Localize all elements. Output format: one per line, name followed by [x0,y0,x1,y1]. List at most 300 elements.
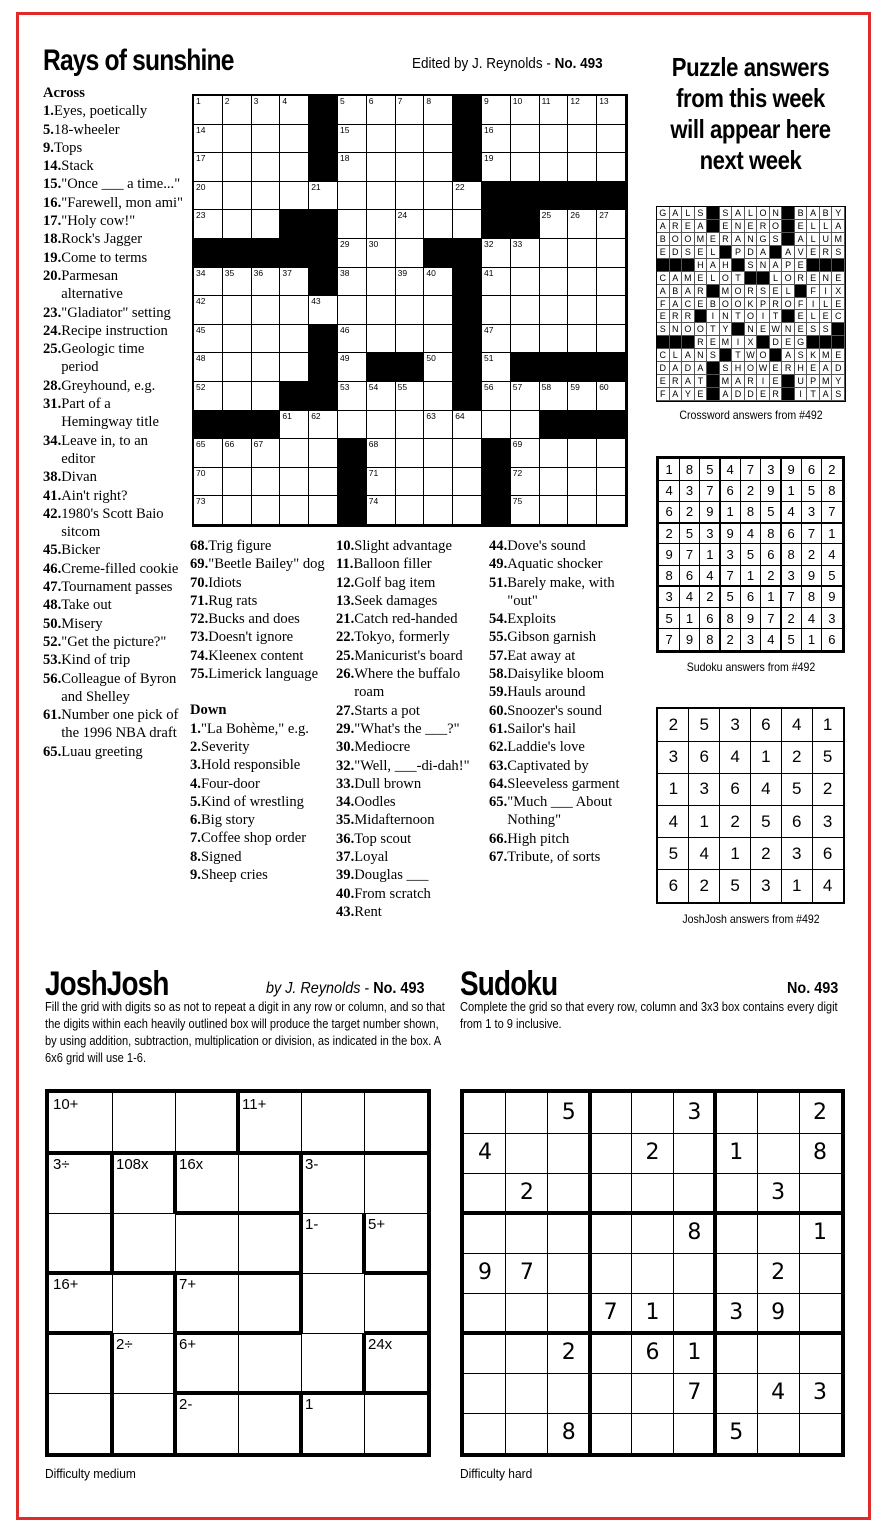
crossword-cell[interactable] [568,325,597,354]
crossword-cell[interactable] [568,496,597,525]
crossword-cell[interactable] [511,125,540,154]
crossword-cell[interactable] [252,439,281,468]
black-square [309,125,338,154]
crossword-cell[interactable] [194,125,223,154]
answer-digit: 7 [746,462,755,477]
answer-digit: 9 [685,631,694,647]
answer-letter: A [820,388,833,401]
cage-border [175,1331,301,1335]
crossword-cell[interactable] [396,210,425,239]
crossword-cell[interactable] [194,325,223,354]
crossword-cell[interactable] [223,296,252,325]
crossword-cell[interactable] [338,96,367,125]
crossword-cell[interactable] [568,296,597,325]
clue-item [336,903,491,921]
answer-digit: 3 [726,546,734,562]
sudoku-empty-cell[interactable] [464,1333,506,1373]
joshjosh-number: No. 493 [373,980,425,997]
crossword-cell[interactable] [540,439,569,468]
sudoku-empty-cell[interactable] [506,1413,548,1453]
crossword-cell[interactable] [280,268,309,297]
crossword-cell[interactable] [511,468,540,497]
sudoku-empty-cell[interactable] [632,1413,674,1453]
crossword-cell[interactable] [367,439,396,468]
crossword-cell[interactable] [396,268,425,297]
crossword-cell[interactable] [453,468,482,497]
sudoku-empty-cell[interactable] [590,1213,632,1253]
sudoku-empty-cell[interactable] [673,1413,715,1453]
sudoku-empty-cell[interactable] [590,1133,632,1173]
crossword-cell[interactable] [338,182,367,211]
crossword-cell[interactable] [511,153,540,182]
crossword-cell[interactable] [252,382,281,411]
crossword-cell[interactable] [194,353,223,382]
crossword-cell[interactable] [338,268,367,297]
crossword-cell[interactable] [453,182,482,211]
crossword-cell[interactable] [396,182,425,211]
crossword-cell[interactable] [396,239,425,268]
answer-digit: 8 [706,631,714,647]
answer-letter: M [820,349,833,362]
crossword-cell[interactable] [280,153,309,182]
sudoku-empty-cell[interactable] [715,1373,757,1413]
crossword-cell[interactable] [280,468,309,497]
sudoku-empty-cell[interactable] [548,1373,590,1413]
crossword-cell[interactable] [597,239,626,268]
sudoku-empty-cell[interactable] [548,1293,590,1333]
crossword-cell[interactable] [223,125,252,154]
sudoku-empty-cell[interactable] [715,1253,757,1293]
crossword-cell[interactable] [280,325,309,354]
crossword-cell[interactable] [424,182,453,211]
crossword-cell[interactable] [367,239,396,268]
crossword-cell[interactable] [194,210,223,239]
crossword-cell[interactable] [367,153,396,182]
crossword-cell[interactable] [223,268,252,297]
sudoku-empty-cell[interactable] [673,1133,715,1173]
cell-number: 24 [397,210,408,221]
crossword-cell[interactable] [540,268,569,297]
sudoku-empty-cell[interactable] [464,1173,506,1213]
crossword-cell[interactable] [309,182,338,211]
crossword-cell[interactable] [597,468,626,497]
sudoku-empty-cell[interactable] [673,1173,715,1213]
clue-number: 36. [336,830,355,847]
crossword-cell[interactable] [424,496,453,525]
crossword-cell[interactable] [194,182,223,211]
crossword-cell[interactable] [194,382,223,411]
crossword-cell[interactable] [223,382,252,411]
crossword-cell[interactable] [223,210,252,239]
black-square [309,268,338,297]
sudoku-empty-cell[interactable] [590,1173,632,1213]
sudoku-empty-cell[interactable] [715,1333,757,1373]
clue-item [489,757,629,775]
sudoku-empty-cell[interactable] [632,1373,674,1413]
sudoku-empty-cell[interactable] [464,1213,506,1253]
crossword-cell[interactable] [424,382,453,411]
sudoku-empty-cell[interactable] [506,1093,548,1133]
sudoku-empty-cell[interactable] [464,1373,506,1413]
crossword-cell[interactable] [540,210,569,239]
crossword-cell[interactable] [597,153,626,182]
crossword-cell[interactable] [309,296,338,325]
crossword-cell[interactable] [367,268,396,297]
crossword-cell[interactable] [568,96,597,125]
crossword-cell[interactable] [367,411,396,440]
black-square [280,382,309,411]
clue-text: Dove's sound [507,538,586,554]
clue-number: 56. [43,670,62,687]
answers-heading-line: will appear here [670,114,831,144]
sudoku-empty-cell[interactable] [632,1213,674,1253]
crossword-cell[interactable] [482,96,511,125]
sudoku-empty-cell[interactable] [799,1413,841,1453]
crossword-cell[interactable] [223,468,252,497]
crossword-cell[interactable] [424,325,453,354]
crossword-cell[interactable] [511,325,540,354]
sudoku-empty-cell[interactable] [506,1293,548,1333]
sudoku-empty-cell[interactable] [757,1213,799,1253]
crossword-cell[interactable] [453,210,482,239]
crossword-cell[interactable] [511,296,540,325]
sudoku-empty-cell[interactable] [799,1333,841,1373]
crossword-cell[interactable] [396,439,425,468]
crossword-cell[interactable] [511,439,540,468]
crossword-cell[interactable] [338,153,367,182]
sudoku-empty-cell[interactable] [590,1413,632,1453]
crossword-cell[interactable] [568,153,597,182]
crossword-cell[interactable] [453,411,482,440]
crossword-cell[interactable] [194,296,223,325]
crossword-cell[interactable] [338,382,367,411]
crossword-cell[interactable] [194,496,223,525]
crossword-cell[interactable] [511,96,540,125]
clue-number: 68. [190,538,209,554]
sudoku-empty-cell[interactable] [590,1093,632,1133]
crossword-cell[interactable] [568,382,597,411]
sudoku-empty-cell[interactable] [757,1413,799,1453]
crossword-cell[interactable] [597,439,626,468]
crossword-cell[interactable] [453,439,482,468]
sudoku-empty-cell[interactable] [632,1173,674,1213]
crossword-cell[interactable] [367,182,396,211]
crossword-cell[interactable] [396,411,425,440]
crossword-cell[interactable] [252,353,281,382]
crossword-grid[interactable] [192,94,628,527]
crossword-cell[interactable] [482,353,511,382]
cell-number: 14 [196,124,206,135]
crossword-cell[interactable] [223,96,252,125]
crossword-cell[interactable] [540,239,569,268]
answer-letter: G [795,336,808,349]
crossword-cell[interactable] [367,296,396,325]
crossword-cell[interactable] [540,96,569,125]
sudoku-grid[interactable] [460,1089,845,1457]
cell-number: 73 [196,496,206,507]
answer-letter: Y [832,375,845,388]
crossword-cell[interactable] [280,125,309,154]
crossword-cell[interactable] [280,182,309,211]
crossword-cell[interactable] [597,210,626,239]
sudoku-empty-cell[interactable] [464,1413,506,1453]
crossword-cell[interactable] [223,153,252,182]
crossword-cell[interactable] [424,468,453,497]
crossword-answers-caption: Crossword answers from #492 [679,408,823,422]
crossword-cell[interactable] [338,353,367,382]
clue-text: Manicurist's board [354,647,463,664]
crossword-cell[interactable] [540,496,569,525]
crossword-cell[interactable] [597,296,626,325]
crossword-cell[interactable] [482,296,511,325]
crossword-cell[interactable] [252,468,281,497]
crossword-cell[interactable] [280,439,309,468]
crossword-cell[interactable] [309,439,338,468]
crossword-cell[interactable] [482,268,511,297]
clue-item [336,811,491,829]
clue-text: Luau greeting [61,743,143,760]
crossword-cell[interactable] [252,296,281,325]
sudoku-empty-cell[interactable] [799,1293,841,1333]
clue-number: 40. [336,885,355,902]
sudoku-empty-cell[interactable] [673,1253,715,1293]
crossword-cell[interactable] [568,210,597,239]
sudoku-empty-cell[interactable] [715,1213,757,1253]
crossword-cell[interactable] [540,382,569,411]
sudoku-given: 1 [813,1220,828,1245]
cell-number: 74 [368,496,379,507]
crossword-cell[interactable] [511,382,540,411]
crossword-cell[interactable] [511,239,540,268]
crossword-cell[interactable] [453,496,482,525]
crossword-cell[interactable] [568,239,597,268]
cell-number: 63 [426,410,436,421]
crossword-cell[interactable] [280,296,309,325]
crossword-cell[interactable] [367,96,396,125]
answer-letter: O [682,323,695,336]
crossword-cell[interactable] [396,153,425,182]
crossword-cell[interactable] [367,125,396,154]
crossword-cell[interactable] [597,268,626,297]
clue-text: Kind of trip [61,652,131,669]
sudoku-empty-cell[interactable] [799,1253,841,1293]
crossword-cell[interactable] [338,125,367,154]
crossword-cell[interactable] [223,439,252,468]
clue-text: Bicker [61,542,101,559]
sudoku-empty-cell[interactable] [506,1213,548,1253]
answer-digit: 1 [822,715,833,734]
cell-number: 65 [196,439,206,450]
crossword-cell[interactable] [482,325,511,354]
black-square [280,239,309,268]
crossword-cell[interactable] [252,96,281,125]
crossword-cell[interactable] [396,125,425,154]
sudoku-empty-cell[interactable] [590,1333,632,1373]
clue-text: Exploits [507,611,556,628]
crossword-cell[interactable] [194,439,223,468]
sudoku-empty-cell[interactable] [757,1333,799,1373]
crossword-cell[interactable] [568,439,597,468]
sudoku-empty-cell[interactable] [464,1293,506,1333]
crossword-cell[interactable] [194,96,223,125]
crossword-cell[interactable] [424,439,453,468]
crossword-cell[interactable] [252,268,281,297]
crossword-cell[interactable] [396,382,425,411]
sudoku-empty-cell[interactable] [590,1373,632,1413]
answer-letter: N [757,259,770,272]
crossword-cell[interactable] [252,125,281,154]
crossword-cell[interactable] [597,496,626,525]
crossword-cell[interactable] [338,239,367,268]
sudoku-empty-cell[interactable] [464,1093,506,1133]
crossword-cell[interactable] [424,268,453,297]
sudoku-empty-cell[interactable] [548,1253,590,1293]
clue-text: Coffee shop order [200,830,307,847]
crossword-cell[interactable] [396,96,425,125]
clue-item [336,555,491,573]
answer-digit: 2 [668,715,679,734]
clue-item [190,555,340,573]
clue-item [489,702,629,720]
crossword-cell[interactable] [540,325,569,354]
sudoku-empty-cell[interactable] [548,1213,590,1253]
crossword-cell[interactable] [424,153,453,182]
crossword-cell[interactable] [309,468,338,497]
crossword-cell[interactable] [511,411,540,440]
crossword-cell[interactable] [482,125,511,154]
crossword-cell[interactable] [252,210,281,239]
crossword-cell[interactable] [511,496,540,525]
crossword-cell[interactable] [252,153,281,182]
clue-number: 34. [336,794,355,811]
crossword-cell[interactable] [540,296,569,325]
black-square [309,210,338,239]
cage-label: 1- [305,1216,319,1233]
clue-text: Doesn't ignore [208,629,294,646]
crossword-cell[interactable] [309,496,338,525]
sudoku-empty-cell[interactable] [548,1173,590,1213]
crossword-cell[interactable] [424,411,453,440]
clue-item [336,592,491,610]
crossword-cell[interactable] [396,468,425,497]
crossword-cell[interactable] [252,325,281,354]
crossword-cell[interactable] [482,153,511,182]
sudoku-empty-cell[interactable] [506,1333,548,1373]
crossword-cell[interactable] [540,125,569,154]
sudoku-empty-cell[interactable] [632,1093,674,1133]
crossword-cell[interactable] [424,96,453,125]
crossword-cell[interactable] [367,210,396,239]
answer-letter: Y [832,207,845,220]
crossword-cell[interactable] [367,468,396,497]
sudoku-empty-cell[interactable] [757,1133,799,1173]
answer-letter: C [682,298,695,311]
crossword-cell[interactable] [597,325,626,354]
crossword-cell[interactable] [482,411,511,440]
sudoku-empty-cell[interactable] [632,1253,674,1293]
cell-number: 10 [512,96,523,106]
sudoku-empty-cell[interactable] [548,1133,590,1173]
sudoku-empty-cell[interactable] [715,1093,757,1133]
crossword-cell[interactable] [482,239,511,268]
answer-digit: 3 [761,875,771,895]
sudoku-empty-cell[interactable] [590,1253,632,1293]
crossword-cell[interactable] [597,125,626,154]
crossword-cell[interactable] [338,411,367,440]
crossword-cell[interactable] [338,210,367,239]
crossword-cell[interactable] [223,325,252,354]
crossword-cell[interactable] [568,125,597,154]
crossword-cell[interactable] [568,268,597,297]
crossword-cell[interactable] [424,296,453,325]
crossword-cell[interactable] [309,411,338,440]
crossword-cell[interactable] [280,411,309,440]
answers-heading-line: next week [699,145,802,175]
sudoku-empty-cell[interactable] [673,1293,715,1333]
crossword-cell[interactable] [338,325,367,354]
answer-digit: 6 [761,715,771,734]
crossword-cell[interactable] [194,268,223,297]
crossword-cell[interactable] [252,496,281,525]
clue-text: Rent [354,903,382,920]
sudoku-given: 6 [645,1340,660,1365]
crossword-cell[interactable] [511,268,540,297]
answer-letter: B [670,285,683,298]
crossword-cell[interactable] [424,353,453,382]
crossword-cell[interactable] [424,125,453,154]
cell-number: 4 [282,96,288,106]
sudoku-empty-cell[interactable] [506,1373,548,1413]
black-square [511,182,540,211]
crossword-cell[interactable] [223,496,252,525]
joshjosh-grid[interactable] [45,1089,431,1457]
crossword-cell[interactable] [568,468,597,497]
cell-number: 31 [455,239,465,249]
crossword-cell[interactable] [396,296,425,325]
crossword-cell[interactable] [396,325,425,354]
crossword-cell[interactable] [252,182,281,211]
crossword-cell[interactable] [482,382,511,411]
crossword-cell[interactable] [367,382,396,411]
crossword-cell[interactable] [597,96,626,125]
sudoku-empty-cell[interactable] [506,1133,548,1173]
sudoku-empty-cell[interactable] [757,1093,799,1133]
clue-text: Recipe instruction [61,322,168,339]
crossword-cell[interactable] [540,468,569,497]
crossword-cell[interactable] [367,325,396,354]
sudoku-empty-cell[interactable] [799,1173,841,1213]
crossword-cell[interactable] [223,182,252,211]
crossword-cell[interactable] [280,496,309,525]
crossword-cell[interactable] [194,468,223,497]
crossword-cell[interactable] [367,496,396,525]
cage-label: 7+ [179,1276,197,1293]
cell-number: 43 [311,296,321,307]
sudoku-empty-cell[interactable] [715,1173,757,1213]
crossword-cell[interactable] [280,353,309,382]
crossword-cell[interactable] [194,153,223,182]
crossword-cell[interactable] [280,96,309,125]
crossword-cell[interactable] [424,210,453,239]
crossword-cell[interactable] [396,496,425,525]
crossword-cell[interactable] [540,153,569,182]
answer-letter: I [732,336,745,349]
cell-number: 45 [196,324,206,335]
cell-number: 38 [340,267,350,278]
crossword-cell[interactable] [338,296,367,325]
crossword-cell[interactable] [597,382,626,411]
crossword-cell[interactable] [223,353,252,382]
